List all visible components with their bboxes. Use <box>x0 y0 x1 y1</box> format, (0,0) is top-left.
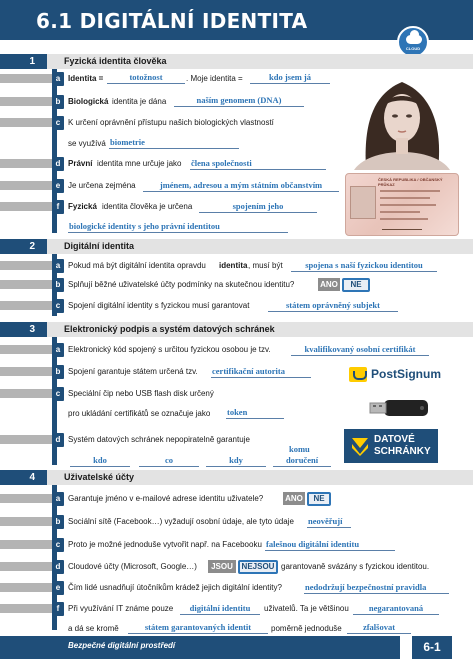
answer-field-whom[interactable]: komu <box>289 444 310 454</box>
answer-field[interactable]: kvalifikovaný osobní certifikát <box>291 344 429 356</box>
answer-field[interactable]: neověřují <box>307 516 351 528</box>
answer-field[interactable]: falešnou digitální identitu <box>265 539 395 551</box>
answer-field[interactable]: token <box>226 407 284 419</box>
question-text: K určení oprávnění přístupu našich biologických vlastností <box>68 118 274 127</box>
question-text: Spojení garantuje státem určená tzv. <box>68 367 198 376</box>
question-text: pro ukládání certifikátů se označuje jako <box>68 409 211 418</box>
item-label: e <box>52 179 64 193</box>
section-2-header <box>0 239 473 254</box>
question-2b <box>0 277 473 293</box>
section-number: 2 <box>0 239 47 254</box>
item-label: a <box>52 259 64 273</box>
question-text: . Moje identita = <box>186 74 243 83</box>
answer-field[interactable]: spojena s naší fyzickou identitou <box>291 260 437 272</box>
item-label: d <box>52 157 64 171</box>
item-label: b <box>52 95 64 109</box>
question-text: identita člověka je určena <box>102 202 193 211</box>
yes-option[interactable]: ANO <box>318 278 340 291</box>
no-option-selected[interactable]: NE <box>342 278 370 292</box>
question-text: a dá se kromě <box>68 624 119 633</box>
answer-field[interactable]: naším genomem (DNA) <box>174 95 304 107</box>
question-text: Elektronický kód spojený s určitou fyzickou osobou je tzv. <box>68 345 271 354</box>
item-label: a <box>52 72 64 86</box>
question-text: Systém datových schránek nepopiratelně garantuje <box>68 435 250 444</box>
answer-field-delivery[interactable]: doručení <box>273 455 331 467</box>
question-4e <box>0 580 473 596</box>
question-3a <box>0 342 473 358</box>
question-text: se využívá <box>68 139 106 148</box>
question-text: Splňují běžné uživatelské účty podmínky na skutečnou identitu? <box>68 280 295 289</box>
yes-option[interactable]: JSOU <box>208 560 236 573</box>
footer-title: Bezpečné digitální prostředí <box>68 641 176 650</box>
section-number: 3 <box>0 322 47 337</box>
item-label: b <box>52 278 64 292</box>
section-4-header <box>0 470 473 485</box>
question-text: poměrně jednoduše <box>271 624 342 633</box>
section-number: 1 <box>0 54 47 69</box>
question-text-bold: Biologická <box>68 97 109 106</box>
question-text: Čím lidé usnadňují útočníkům krádež jejich digitální identity? <box>68 583 282 592</box>
question-text: Při využívání IT známe pouze <box>68 604 174 613</box>
answer-field[interactable]: biologické identity s jeho právní identitou <box>68 221 288 233</box>
item-label: f <box>52 602 64 616</box>
section-3-header <box>0 322 473 337</box>
question-text: Spojení digitální identity s fyzickou musí garantovat <box>68 301 250 310</box>
page-footer <box>0 636 473 659</box>
answer-field[interactable]: certifikační autorita <box>211 366 311 378</box>
answer-field[interactable]: biometrie <box>109 137 239 149</box>
item-label: d <box>52 433 64 447</box>
datove-schranky-icon <box>350 436 370 456</box>
question-text: identita mne určuje jako <box>97 159 182 168</box>
section-number: 4 <box>0 470 47 485</box>
item-label: c <box>52 538 64 552</box>
page-title: 6.1 DIGITÁLNÍ IDENTITA <box>36 9 308 33</box>
question-text: Sociální sítě (Facebook…) vyžadují osobní údaje, ale tyto údaje <box>68 517 294 526</box>
postsignum-icon <box>349 367 367 382</box>
answer-field[interactable]: digitální identitu <box>180 603 260 615</box>
item-label: a <box>52 343 64 357</box>
no-option-selected[interactable]: NE <box>307 492 331 506</box>
answer-field-what[interactable]: co <box>139 455 199 467</box>
question-text: Garantuje jméno v e-mailové adrese identitu uživatele? <box>68 494 264 503</box>
answer-field[interactable]: spojením jeho <box>199 201 317 213</box>
datove-schranky-logo: DATOVÉ SCHRÁNKY <box>344 429 438 463</box>
id-card-signature <box>382 224 422 230</box>
question-text: Cloudové účty (Microsoft, Google…) <box>68 562 197 571</box>
question-text: Identita = <box>68 74 104 83</box>
question-text: , musí být <box>248 261 283 270</box>
item-label: c <box>52 387 64 401</box>
question-4a <box>0 491 473 507</box>
yes-option[interactable]: ANO <box>283 492 305 505</box>
item-label: c <box>52 299 64 313</box>
question-text-bold: identita <box>219 261 248 270</box>
question-text-bold: Právní <box>68 159 93 168</box>
answer-field[interactable]: kdo jsem já <box>250 72 330 84</box>
section-title: Fyzická identita člověka <box>64 56 167 66</box>
no-option-selected[interactable]: NEJSOU <box>238 560 278 574</box>
id-card-photo <box>350 186 376 219</box>
answer-field[interactable]: totožnost <box>107 72 185 84</box>
section-title: Uživatelské účty <box>64 472 135 482</box>
question-text: Je určena zejména <box>68 181 136 190</box>
answer-field[interactable]: negarantovaná <box>353 603 439 615</box>
item-label: f <box>52 200 64 214</box>
item-label: b <box>52 515 64 529</box>
question-text-bold: Fyzická <box>68 202 97 211</box>
answer-field[interactable]: jménem, adresou a mým státním občanstvím <box>143 180 339 192</box>
question-2a <box>0 258 473 274</box>
page-number: 6-1 <box>412 636 452 659</box>
answer-field[interactable]: státem garantovaných identit <box>128 622 268 634</box>
section-title: Elektronický podpis a systém datových schránek <box>64 324 275 334</box>
answer-field-who[interactable]: kdo <box>70 455 130 467</box>
question-text: Pokud má být digitální identita opravdu <box>68 261 206 270</box>
answer-field[interactable]: zfalšovat <box>347 622 411 634</box>
question-2c <box>0 298 473 314</box>
section-1-header <box>0 54 473 69</box>
woman-portrait-image <box>344 74 460 170</box>
question-text: Speciální čip nebo USB flash disk určený <box>68 389 214 398</box>
cloud-label: CLOUD <box>405 46 421 51</box>
question-4f <box>0 601 473 617</box>
question-4d <box>0 559 473 575</box>
question-4c <box>0 537 473 553</box>
usb-token-icon <box>366 392 436 422</box>
question-text: garantovaně svázány s fyzickou identitou. <box>281 562 430 571</box>
item-label: e <box>52 581 64 595</box>
question-text: Proto je možné jednoduše vytvořit např. na Facebooku <box>68 540 262 549</box>
item-label: b <box>52 365 64 379</box>
question-4b <box>0 514 473 530</box>
item-label: d <box>52 560 64 574</box>
id-card-image <box>345 173 459 236</box>
answer-field[interactable]: člena společnosti <box>190 158 326 170</box>
section-title: Digitální identita <box>64 241 135 251</box>
answer-field[interactable]: nedodržují bezpečnostní pravidla <box>304 582 449 594</box>
question-text: uživatelů. Ta je většinou <box>264 604 349 613</box>
answer-field-when[interactable]: kdy <box>206 455 266 467</box>
item-label: c <box>52 116 64 130</box>
question-text: identita je dána <box>112 97 167 106</box>
answer-field[interactable]: státem oprávněný subjekt <box>268 300 398 312</box>
item-label: a <box>52 492 64 506</box>
id-card-header: ČESKÁ REPUBLIKA / OBČANSKÝ PRŮKAZ <box>378 177 443 187</box>
